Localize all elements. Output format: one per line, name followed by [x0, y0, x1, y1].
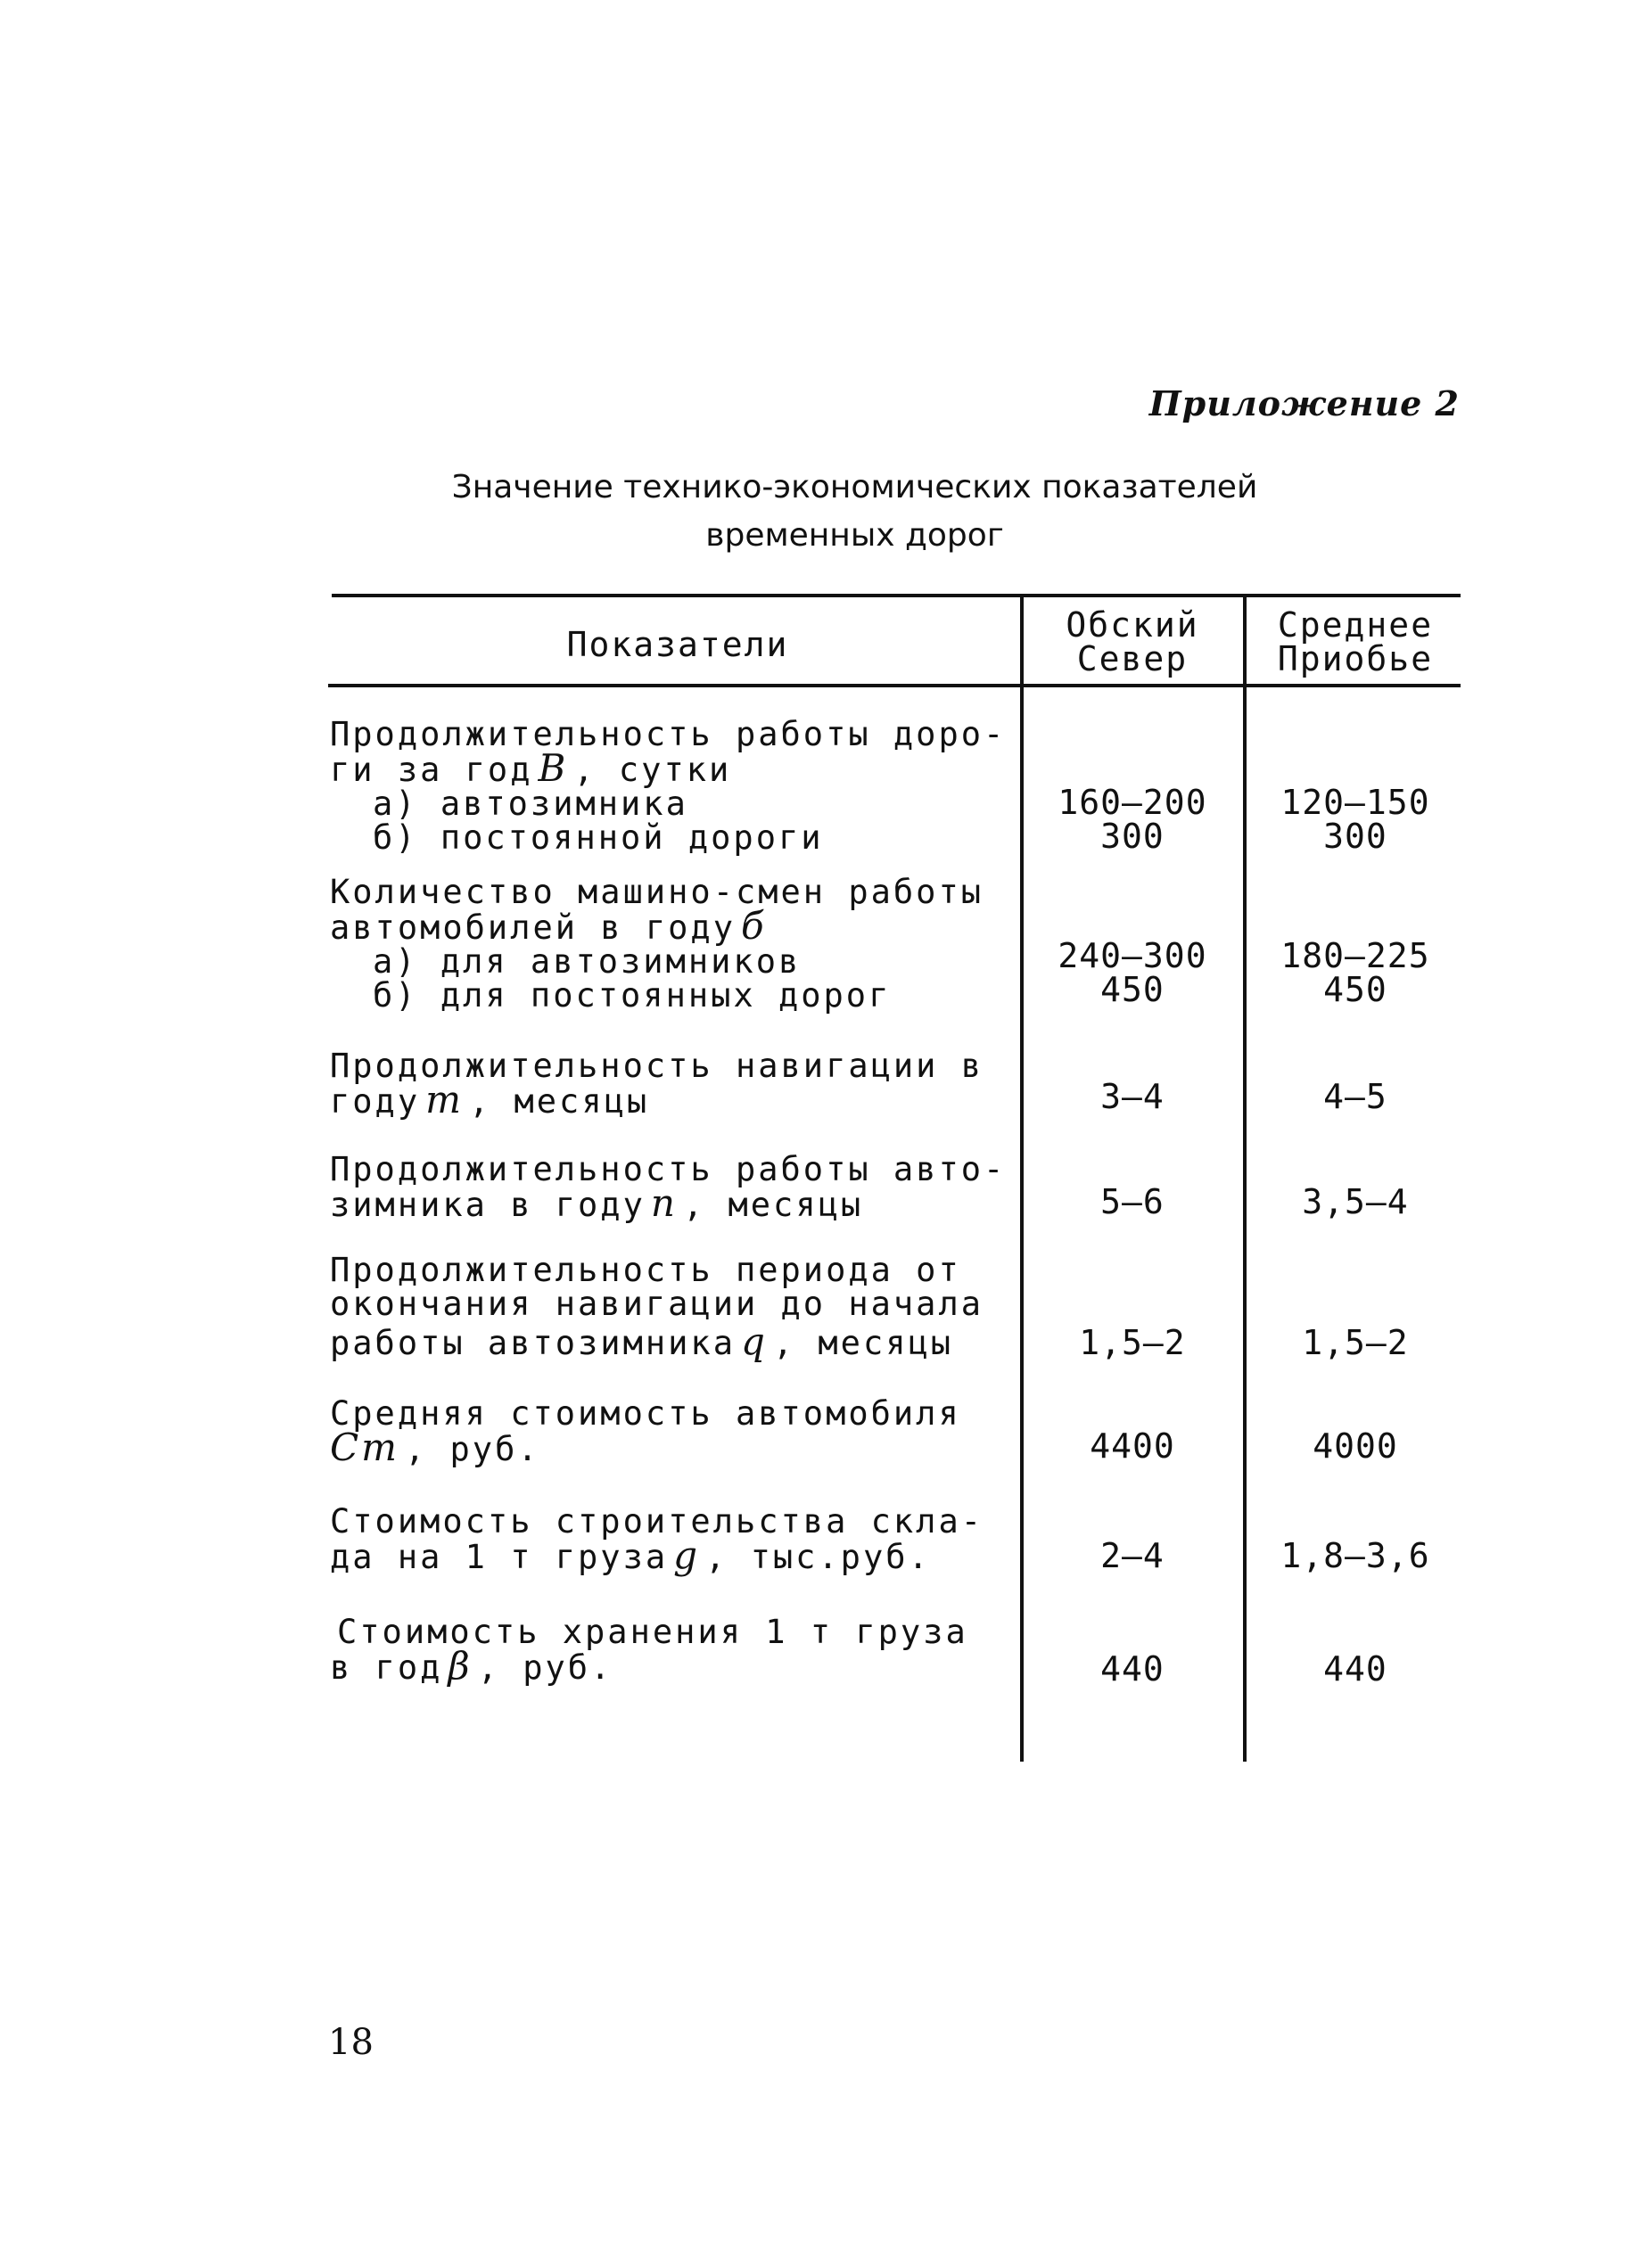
row-1-line-1: Продолжительность работы доро- — [330, 715, 1007, 753]
row-6-line-2 — [330, 1426, 1025, 1469]
row-1-col1-b: 300 — [1100, 817, 1165, 856]
row-6-unit: , руб. — [404, 1430, 540, 1468]
row-4-line-2 — [330, 1181, 1025, 1225]
row-4-line-1: Продолжительность работы авто- — [330, 1150, 1007, 1188]
row-4-indicator — [330, 1150, 1025, 1225]
row-7-indicator — [330, 1502, 1025, 1577]
symbol-v: б — [740, 904, 767, 948]
row-2-sub-a: а) для автозимников — [373, 942, 802, 981]
row-7-col1: 2–4 — [1100, 1536, 1165, 1575]
row-8-indicator — [330, 1613, 1025, 1688]
row-3-line-2-text: году — [330, 1082, 421, 1121]
row-4-col1: 5–6 — [1100, 1182, 1165, 1221]
header-col1 — [1025, 605, 1239, 678]
row-7-line-2-text: да на 1 т груза — [330, 1538, 669, 1576]
row-2-col1-a: 240–300 — [1058, 936, 1207, 975]
row-1-col1-a: 160–200 — [1058, 783, 1207, 822]
row-1-col2-b: 300 — [1323, 817, 1387, 856]
row-4-unit: , месяцы — [682, 1186, 864, 1224]
symbol-cm: Cm — [330, 1426, 399, 1469]
column-divider-2 — [1243, 594, 1247, 1762]
symbol-n: n — [650, 1181, 678, 1225]
row-3-col2: 4–5 — [1323, 1077, 1387, 1116]
header-indicators: Показатели — [566, 625, 789, 664]
header-col2 — [1248, 605, 1462, 678]
row-3-col1: 3–4 — [1100, 1077, 1165, 1116]
row-7-unit: , тыс.руб. — [705, 1538, 931, 1576]
row-2-col2 — [1248, 936, 1462, 1009]
appendix-label: Приложение 2 — [1148, 383, 1460, 423]
row-2-col2-a: 180–225 — [1280, 936, 1430, 975]
row-5-line-2: окончания навигации до начала — [330, 1285, 984, 1323]
row-4-col2: 3,5–4 — [1302, 1182, 1409, 1221]
row-8-col2: 440 — [1323, 1649, 1387, 1689]
row-3-line-1: Продолжительность навигации в — [330, 1047, 984, 1085]
row-3-line-2 — [330, 1078, 1025, 1122]
row-6-line-1: Средняя стоимость автомобиля — [330, 1394, 961, 1433]
table-top-rule — [332, 594, 1461, 597]
row-4-line-2-text: зимника в году — [330, 1186, 646, 1224]
row-2-line-1: Количество машино-смен работы — [330, 873, 984, 911]
row-1-sub-a: а) автозимника — [373, 785, 688, 823]
row-6-col2: 4000 — [1313, 1426, 1398, 1466]
row-8-unit: , руб. — [477, 1648, 613, 1687]
row-8-line-2 — [330, 1644, 1025, 1688]
row-1-unit: , сутки — [573, 751, 732, 789]
symbol-g: g — [673, 1533, 701, 1577]
row-2-col1-b: 450 — [1100, 970, 1165, 1009]
row-2-line-2 — [330, 904, 1025, 948]
symbol-q: q — [740, 1319, 768, 1363]
row-3-unit: , месяцы — [468, 1082, 650, 1121]
row-1-col1 — [1025, 783, 1239, 856]
row-5-line-3-text: работы автозимника — [330, 1324, 736, 1362]
title-line-2: временных дорог — [705, 517, 1004, 554]
title-line-1: Значение технико-экономических показателей — [451, 469, 1258, 505]
row-8-col1: 440 — [1100, 1649, 1165, 1689]
page-number: 18 — [328, 2022, 374, 2063]
row-1-col2-a: 120–150 — [1280, 783, 1430, 822]
header-col2-line1: Среднее — [1277, 605, 1434, 645]
row-2-col1 — [1025, 936, 1239, 1009]
row-5-line-3 — [330, 1319, 1025, 1363]
row-1-sub-b: б) постоянной дороги — [373, 818, 824, 857]
row-1-line-2 — [330, 746, 1025, 790]
symbol-beta: β — [448, 1644, 473, 1688]
header-col1-line2: Север — [1076, 639, 1189, 678]
header-col2-line2: Приобье — [1277, 639, 1434, 678]
row-8-line-2-text: в год — [330, 1648, 443, 1687]
row-7-line-1: Стоимость строительства скла- — [330, 1502, 984, 1541]
table-title — [0, 464, 1638, 560]
header-bottom-rule — [328, 684, 1461, 687]
row-5-unit: , месяцы — [772, 1324, 954, 1362]
header-col1-line1: Обский — [1066, 605, 1199, 645]
row-2-col2-b: 450 — [1323, 970, 1387, 1009]
row-1-indicator — [330, 715, 1025, 857]
row-5-col1: 1,5–2 — [1079, 1323, 1186, 1362]
symbol-m: m — [425, 1078, 464, 1122]
row-2-line-2-text: автомобилей в году — [330, 908, 736, 947]
row-8-line-1: Стоимость хранения 1 т груза — [337, 1613, 968, 1651]
row-6-indicator — [330, 1394, 1025, 1469]
row-5-indicator — [330, 1251, 1025, 1363]
row-7-col2: 1,8–3,6 — [1280, 1536, 1430, 1575]
row-2-sub-b: б) для постоянных дорог — [373, 976, 892, 1015]
row-6-col1: 4400 — [1090, 1426, 1175, 1466]
row-2-indicator — [330, 875, 1025, 1013]
row-7-line-2 — [330, 1533, 1025, 1577]
row-3-indicator — [330, 1047, 1025, 1122]
symbol-b: B — [538, 746, 569, 790]
row-5-col2: 1,5–2 — [1302, 1323, 1409, 1362]
row-1-line-2-text: ги за год — [330, 751, 533, 789]
row-5-line-1: Продолжительность периода от — [330, 1251, 961, 1289]
row-1-col2 — [1248, 783, 1462, 856]
